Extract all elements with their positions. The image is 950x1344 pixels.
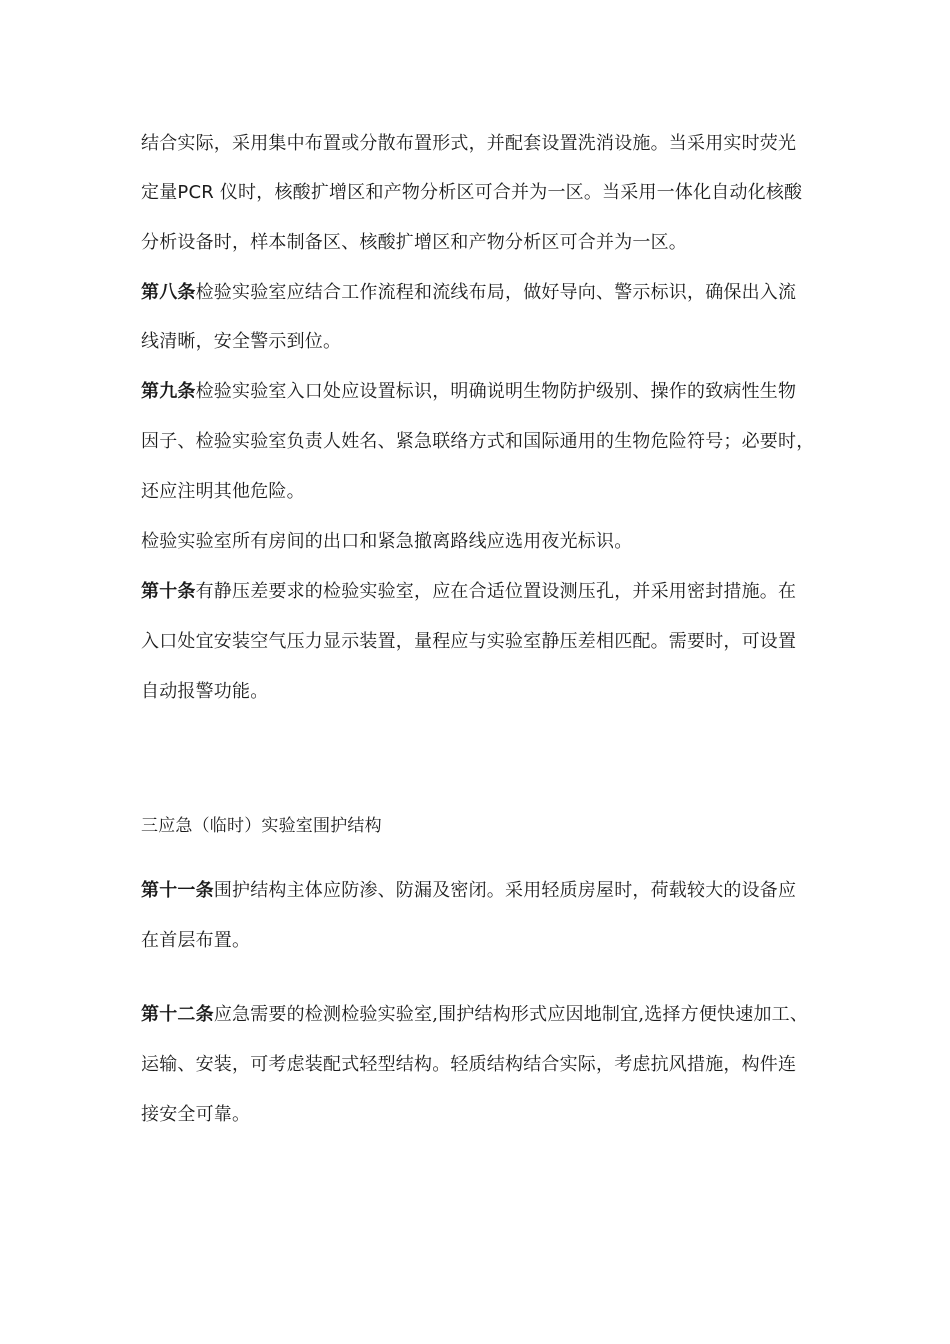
paragraph-line <box>141 329 831 355</box>
paragraph-line <box>141 629 831 655</box>
text: 分析设备时，样本制备区、核酸扩增区和产物分析区可合并为一区。 <box>141 232 687 253</box>
text: 线清晰，安全警示到位。 <box>141 331 342 352</box>
text: 应急需要的检测检验实验室,围护结构形式应因地制宜,选择方便快速加工、 <box>213 1004 809 1025</box>
text: 仪时，核酸扩增区和产物分析区可合并为一区。当采用一体化自动化核酸 <box>219 182 803 203</box>
text: 还应注明其他危险。 <box>141 481 305 502</box>
text: 围护结构主体应防渗、防漏及密闭。采用轻质房屋时，荷载较大的设备应 <box>213 880 797 901</box>
text: 检验实验室入口处应设置标识，明确说明生物防护级别、操作的致病性生物 <box>195 381 797 402</box>
paragraph-line <box>141 928 831 954</box>
article-label: 第十条 <box>141 581 196 602</box>
article-10-line <box>141 579 831 605</box>
text: 入口处宜安装空气压力显示装置，量程应与实验室静压差相匹配。需要时，可设置 <box>141 631 797 652</box>
article-8-line <box>141 280 831 306</box>
text: 有静压差要求的检验实验室，应在合适位置设测压孔，并采用密封措施。在 <box>195 581 797 602</box>
article-label: 第十二条 <box>141 1004 214 1025</box>
paragraph-line <box>141 429 831 455</box>
text: 自动报警功能。 <box>141 681 269 702</box>
text: 运输、安装，可考虑装配式轻型结构。轻质结构结合实际，考虑抗风措施，构件连 <box>141 1054 797 1075</box>
paragraph-line <box>141 1052 831 1078</box>
text: 结合实际，采用集中布置或分散布置形式，并配套设置洗消设施。当采用实时荧光 <box>141 133 797 154</box>
paragraph-line <box>141 479 831 505</box>
pcr-text: PCR <box>177 182 214 203</box>
section-heading <box>141 813 831 839</box>
paragraph-line <box>141 1102 831 1128</box>
article-label: 第十一条 <box>141 880 214 901</box>
paragraph-line <box>141 230 831 256</box>
article-11-line <box>141 878 831 904</box>
text: 检验实验室所有房间的出口和紧急撤离路线应选用夜光标识。 <box>141 531 633 552</box>
paragraph-line <box>141 180 831 206</box>
text: 在首层布置。 <box>141 930 251 951</box>
article-label: 第九条 <box>141 381 196 402</box>
text: 检验实验室应结合工作流程和流线布局，做好导向、警示标识，确保出入流 <box>195 282 797 303</box>
text: 定量 <box>141 182 178 203</box>
paragraph-line <box>141 679 831 705</box>
article-label: 第八条 <box>141 282 196 303</box>
article-12-line <box>141 1002 831 1028</box>
paragraph-line <box>141 529 831 555</box>
text: 因子、检验实验室负责人姓名、紧急联络方式和国际通用的生物危险符号；必要时， <box>141 431 815 452</box>
text: 接安全可靠。 <box>141 1104 251 1125</box>
article-9-line <box>141 379 831 405</box>
paragraph-line <box>141 131 831 157</box>
heading-text: 三应急（临时）实验室围护结构 <box>141 816 382 836</box>
